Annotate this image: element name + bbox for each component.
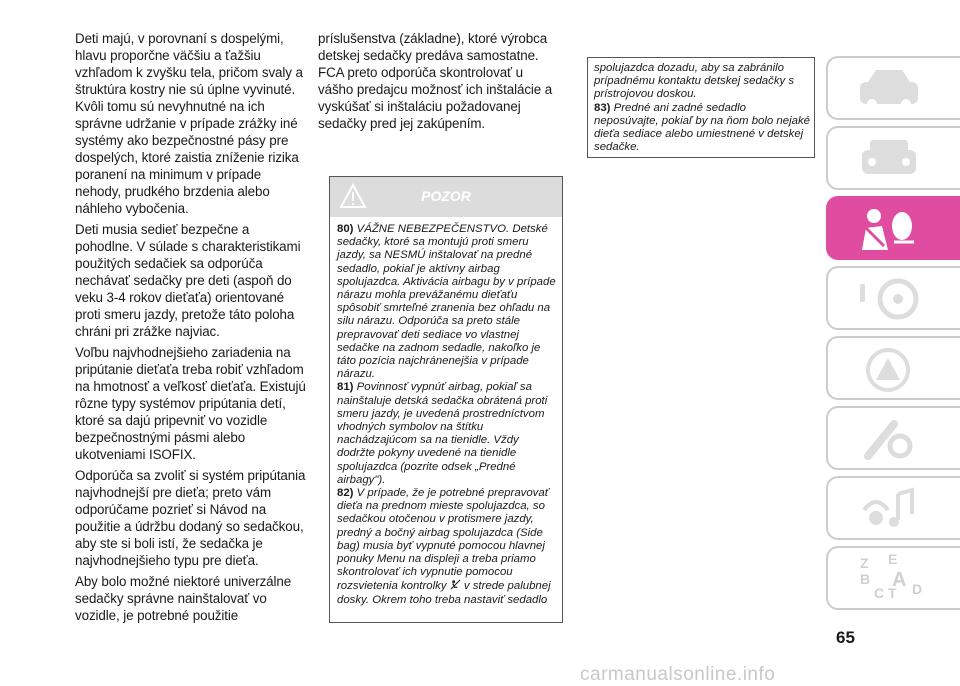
note-item-text: Predné ani zadné sedadlo neposúvajte, pokiaľ by na ňom bolo nejaké dieťa sediace alebo umiestnené v detskej sedačke. — [594, 101, 810, 154]
warning-item — [337, 487, 558, 607]
warning-title: POZOR — [421, 188, 471, 204]
tab-safety[interactable] — [826, 196, 960, 260]
page-number: 65 — [836, 628, 855, 647]
steering-wheel-icon — [854, 276, 924, 322]
svg-text:C: C — [874, 585, 885, 601]
warning-item-text: VÁŽNE NEBEZPEČENSTVO. Detské sedačky, ktoré sa montujú proti smeru jazdy, sa NESMÚ inštalovať na predné sedadlo, pokiaľ je aktívny airbag spolujazdca. Aktivácia airbagu by v prípade nárazu mohla prevážanému dieťaťu spôsobiť smrteľné zranenia bez ohľadu na silu nárazu. Odporúča sa preto stále prepravovať deti sediace vo vlastnej sedačke na zadnom sedadle, nakoľko je táto pozícia najchránenejšia v prípade nárazu. — [337, 223, 556, 381]
svg-text:D: D — [912, 581, 923, 597]
tab-dashboard[interactable] — [826, 56, 960, 120]
note-lead: spolujazdca dozadu, aby sa zabránilo prípadnému kontaktu detskej sedačky s prístrojovou doskou. — [594, 62, 795, 101]
warning-item — [337, 223, 558, 381]
body-text-column-2 — [318, 30, 561, 136]
tab-driving[interactable] — [826, 266, 960, 330]
tab-index[interactable] — [826, 546, 960, 610]
svg-text:A: A — [892, 569, 907, 591]
warning-box — [329, 176, 563, 623]
paragraph: Deti majú, v porovnaní s dospelými, hlavu proporčne väčšiu a ťažšiu vzhľadom k zvyšku tela, pričom svaly a štruktúra kostry nie sú úplne vyvinuté. Kvôli tomu sú nevyhnutné na ich správne udržanie v prípade zrážky iné systémy ako bezpečnostné pásy pre dospelých, ktoré zaistia zníženie rizika poranení na minimum v prípade nehody, prudkého brzdenia alebo náhleho vybočenia. — [75, 31, 303, 216]
svg-text:E: E — [888, 552, 898, 567]
svg-text:B: B — [860, 571, 871, 587]
warning-item-number: 80) — [337, 223, 354, 235]
tab-emergency[interactable] — [826, 336, 960, 400]
warning-item — [337, 381, 558, 487]
index-letters-icon — [854, 552, 934, 602]
note-item-number: 83) — [594, 101, 611, 114]
svg-text:Z: Z — [860, 555, 869, 571]
tools-icon — [854, 416, 924, 462]
paragraph: Aby bolo možné niektoré univerzálne sedačky správne nainštalovať vo vozidle, je potrebné použitie — [75, 574, 292, 623]
paragraph: Voľbu najvhodnejšieho zariadenia na pripútanie dieťaťa treba robiť vzhľadom na hmotnosť a veľkosť dieťaťa. Existujú rôzne typy systémov pripútania detí, ktoré sa dajú pripevniť vo vozidle bezpečnostnými pásmi alebo ukotveniami ISOFIX. — [75, 345, 306, 462]
paragraph: Odporúča sa zvoliť si systém pripútania najvhodnejší pre dieťa; preto vám odporúčame pozrieť si Návod na použitie a údržbu dodaný so sedačkou, aby ste si boli istí, že sedačka je najvhodnejšieho typu pre dieťa. — [75, 468, 306, 568]
paragraph: Deti musia sedieť bezpečne a pohodlne. V súlade s charakteristikami použitých sedačiek sa odporúča nechávať sedačky pre deti (aspoň do veku 3-4 rokov dieťaťa) orientované proti smeru jazdy, pretože táto poloha chráni pri zrážke najviac. — [75, 222, 301, 339]
tab-vehicle[interactable] — [826, 126, 960, 190]
tab-multimedia[interactable] — [826, 476, 960, 540]
continuation-note-box — [587, 57, 815, 158]
warning-item-text-cont: v strede palubnej dosky. Okrem toho treba nastaviť sedadlo — [337, 580, 551, 606]
car-front-icon — [854, 136, 924, 182]
warning-item-number: 81) — [337, 381, 354, 394]
tab-maintenance[interactable] — [826, 406, 960, 470]
car-dashboard-icon — [854, 66, 924, 112]
paragraph: príslušenstva (základne), ktoré výrobca detskej sedačky predáva samostatne. FCA preto odporúča skontrolovať u vášho predajcu možnosť ich inštalácie a vyskúšať si inštaláciu požadovanej sedačky pred jej zakúpením. — [318, 31, 553, 131]
warning-light-icon — [854, 346, 924, 392]
media-icon — [854, 486, 924, 532]
warning-header — [330, 177, 562, 217]
note-item — [594, 102, 810, 155]
svg-text:T: T — [888, 585, 897, 601]
warning-item-number: 82) — [337, 487, 354, 500]
warning-item-text: V prípade, že je potrebné prepravovať dieťa na prednom mieste spolujazdca, so sedačkou otočenou v protismere jazdy, predný a bočný airbag spolujazdca (Side bag) musia byť vypnuté pomocou hlavnej ponuky Menu na displeji a treba priamo skontrolovať ich vypnutie pomocou rozsvietenia kontrolky — [337, 487, 549, 593]
seatbelt-airbag-icon — [854, 206, 924, 252]
warning-body — [330, 217, 562, 607]
warning-item-text: Povinnosť vypnúť airbag, pokiaľ sa nainštaluje detská sedačka obrátená proti smeru jazdy, je uvedená prostredníctvom vhodných symbolov na štítku nachádzajúcom sa na tienidle. Vždy dodržte pokyny uvedené na tienidle spolujazdca (pozrite odsek „Predné airbagy"). — [337, 381, 548, 486]
body-text-column-1 — [75, 30, 307, 628]
airbag-off-icon — [450, 579, 461, 590]
watermark: carmanualsonline.info — [580, 664, 776, 685]
